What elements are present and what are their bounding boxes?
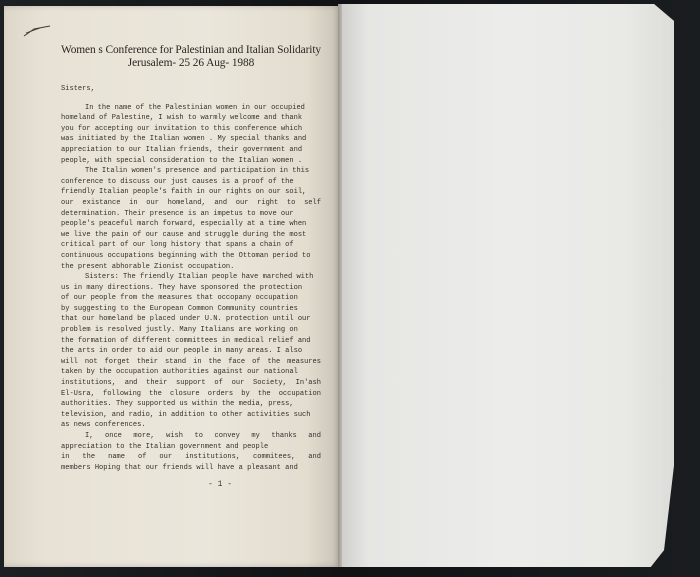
text-line: as news conferences. xyxy=(61,421,146,430)
text-line: in the name of our institutions, commitees, and xyxy=(61,453,321,462)
text-line: the present abhorable Zionist occupation. xyxy=(61,262,235,271)
text-line: determination. Their presence is an impetus to move our xyxy=(61,209,294,218)
text-line: homeland of Palestine, I wish to warmly welcome and thank xyxy=(61,114,303,123)
text-line: continuous occupations beginning with the Ottoman period to xyxy=(61,251,311,260)
pen-mark-icon xyxy=(22,24,52,38)
text-line: appreciation to our Italian friends, their government and xyxy=(61,145,303,154)
text-line: authorities. They supported us within the media, press, xyxy=(61,400,294,409)
text-line: us in many directions. They have sponsored the protection xyxy=(61,283,303,292)
text-line: the formation of different committees in medical relief and xyxy=(61,336,311,345)
text-line: The Italin women's presence and participation in this xyxy=(85,167,310,176)
right-page xyxy=(342,4,674,567)
text-line: problem is resolved justly. Many Italians are working on xyxy=(61,326,298,335)
text-line: the arts in order to aid our people in many areas. I also xyxy=(61,347,303,356)
text-line: people's peaceful march forward, especially at a time when xyxy=(61,220,307,229)
page-number: - 1 - xyxy=(208,480,233,489)
text-line: critical part of our long history that spans a chain of xyxy=(61,241,294,250)
text-line: of our people from the measures that occopany occupation xyxy=(61,294,298,303)
text-line: will not forget their stand in the face of the measures xyxy=(61,357,321,366)
heading-title: Women s Conference for Palestinian and Italian Solidarity xyxy=(60,44,322,56)
text-line: In the name of the Palestinian women in our occupied xyxy=(85,103,305,112)
document-heading xyxy=(60,44,322,69)
text-line: by suggesting to the European Common Community countries xyxy=(61,304,298,313)
text-line: we live the pain of our cause and struggle during the most xyxy=(61,230,307,239)
text-line: people, with special consideration to the Italian women . xyxy=(61,156,303,165)
text-line: friendly Italian people's faith in our rights on our soil, xyxy=(61,188,307,197)
text-line: members Hoping that our friends will have a pleasant and xyxy=(61,463,298,472)
text-line: institutions, and their support of our Society, In'ash xyxy=(61,379,321,388)
letter-body xyxy=(61,84,321,473)
text-line: was initiated by the Italian women . My special thanks and xyxy=(61,135,307,144)
text-line: that our homeland be placed under U.N. protection until our xyxy=(61,315,311,324)
salutation: Sisters, xyxy=(61,85,95,93)
heading-location-date: Jerusalem- 25 26 Aug- 1988 xyxy=(127,56,255,69)
text-line: you for accepting our invitation to this conference which xyxy=(61,124,303,133)
text-line: taken by the occupation authorities against our national xyxy=(61,368,298,377)
text-line: Sisters: The friendly Italian people have marched with xyxy=(85,273,314,282)
text-line: television, and radio, in addition to other activities such xyxy=(61,410,311,419)
text-line: El-Usra, following the closure orders by the occupation xyxy=(61,389,321,398)
text-line: conference to discuss our just causes is a proof of the xyxy=(61,177,294,186)
text-line: I, once more, wish to convey my thanks and xyxy=(85,432,321,440)
text-line: appreciation to the Italian government and people xyxy=(61,442,269,451)
text-line: our existance in our homeland, and our right to self xyxy=(61,198,321,207)
